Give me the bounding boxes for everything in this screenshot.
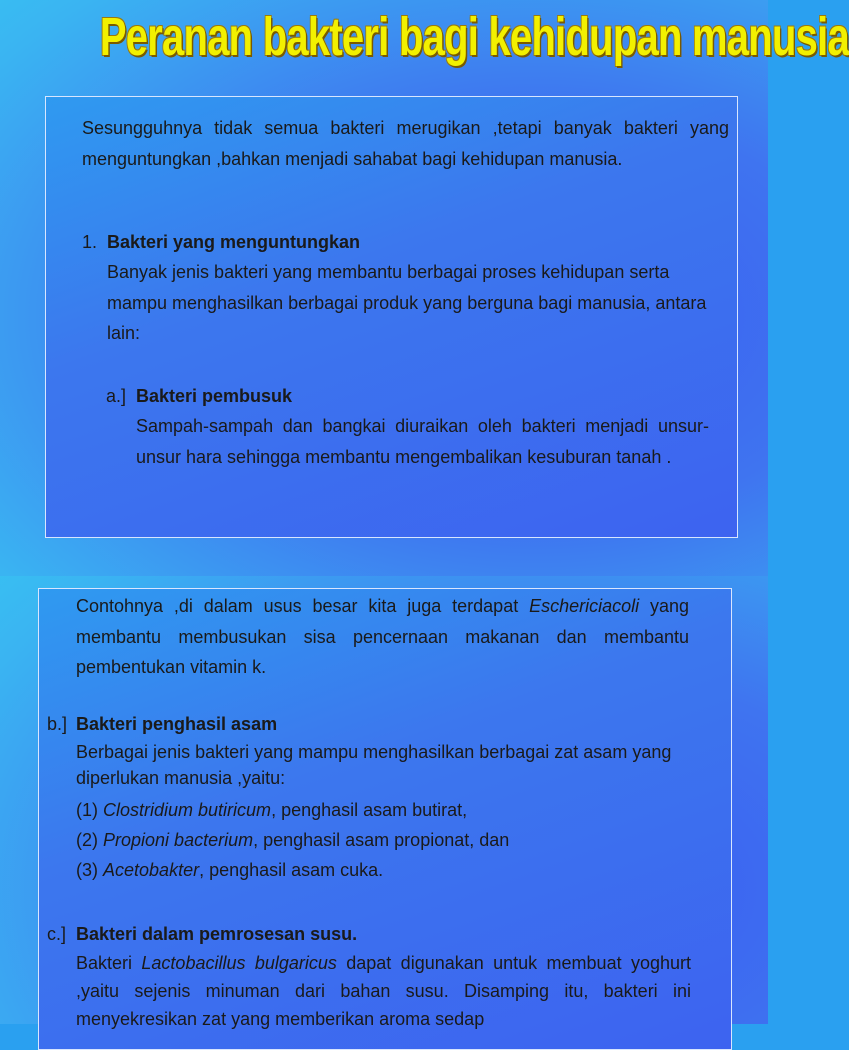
contoh-rest: yang membantu membusukan sisa pencernaan makanan dan membantu pembentukan vitamin k. bbox=[76, 596, 689, 677]
item-b-marker: b.] bbox=[47, 714, 68, 734]
item-a-body: Sampah-sampah dan bangkai diuraikan oleh bakteri menjadi unsur-unsur hara sehingga membantu mengembalikan kesuburan tanah . bbox=[136, 416, 709, 467]
item-c-body bbox=[76, 949, 691, 1033]
list-item-1-desc: , penghasil asam butirat, bbox=[271, 800, 468, 820]
contoh-paragraph bbox=[76, 591, 689, 683]
section-1-heading: Bakteri yang menguntungkan bbox=[107, 232, 361, 252]
section-1-number: 1. bbox=[82, 232, 98, 252]
item-c-heading: Bakteri dalam pemrosesan susu. bbox=[76, 924, 358, 944]
section-1-body: Banyak jenis bakteri yang membantu berbagai proses kehidupan serta mampu menghasilkan berbagai produk yang berguna bagi manusia, antara lain: bbox=[107, 262, 707, 343]
item-b-heading: Bakteri penghasil asam bbox=[76, 714, 278, 734]
contoh-species: Eschericiacoli bbox=[529, 596, 640, 616]
item-c-species: Lactobacillus bulgaricus bbox=[141, 953, 337, 973]
item-a-marker: a.] bbox=[106, 386, 127, 406]
list-item-3-num: (3) bbox=[76, 860, 98, 880]
contoh-prefix: Contohnya ,di dalam usus besar kita juga terdapat bbox=[76, 596, 530, 616]
intro-paragraph: Sesungguhnya tidak semua bakteri merugikan ,tetapi banyak bakteri yang menguntungkan ,bahkan menjadi sahabat bagi kehidupan manusia. bbox=[82, 118, 729, 169]
content-box-1 bbox=[45, 96, 738, 538]
slide-title: Peranan bakteri bagi kehidupan manusia bbox=[99, 7, 849, 67]
list-item-2-num: (2) bbox=[76, 830, 98, 850]
list-item-3-desc: , penghasil asam cuka. bbox=[199, 860, 384, 880]
item-c-prefix: Bakteri bbox=[76, 953, 142, 973]
list-item-2-desc: , penghasil asam propionat, dan bbox=[253, 830, 510, 850]
list-item-1-num: (1) bbox=[76, 800, 98, 820]
list-item-3-species: Acetobakter bbox=[103, 860, 200, 880]
item-b-body: Berbagai jenis bakteri yang mampu menghasilkan berbagai zat asam yang diperlukan manusia ,yaitu: bbox=[76, 742, 672, 788]
item-c-marker: c.] bbox=[47, 924, 67, 944]
item-a-heading: Bakteri pembusuk bbox=[136, 386, 293, 406]
list-item-3 bbox=[76, 855, 383, 886]
list-item-1-species: Clostridium butiricum bbox=[103, 800, 272, 820]
list-item-2 bbox=[76, 825, 509, 856]
list-item-1 bbox=[76, 795, 467, 826]
slide-2 bbox=[0, 576, 768, 1029]
item-c-rest: dapat digunakan untuk membuat yoghurt ,yaitu sejenis minuman dari bahan susu. Disamping itu, bakteri ini menyekresikan zat yang memberikan aroma sedap bbox=[76, 953, 691, 1029]
list-item-2-species: Propioni bacterium bbox=[103, 830, 254, 850]
content-box-2 bbox=[38, 588, 732, 1050]
